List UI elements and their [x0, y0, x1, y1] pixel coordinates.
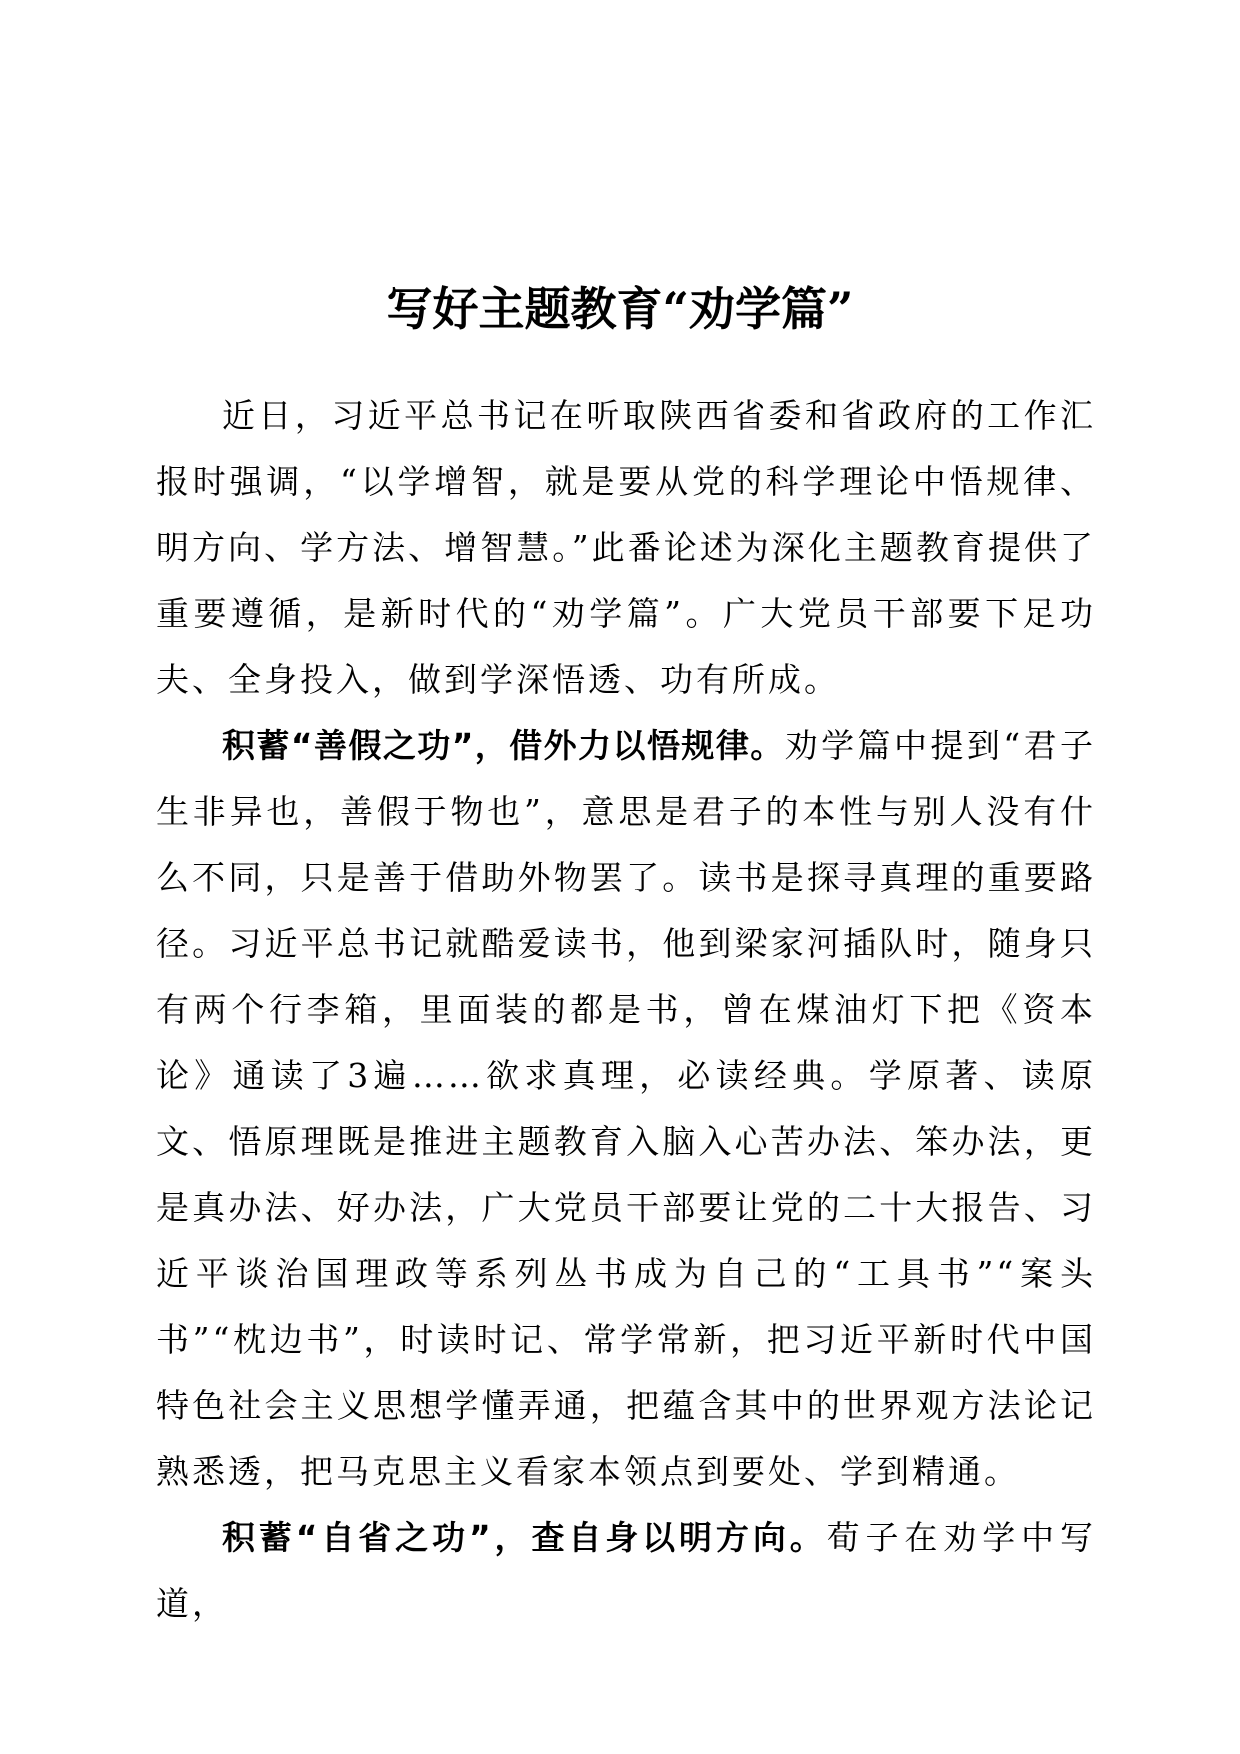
paragraph-text: 劝学篇中提到“君子生非异也，善假于物也”，意思是君子的本性与别人没有什么不同，只是善于借助外物罢了。读书是探寻真理的重要路径。习近平总书记就酷爱读书，他到梁家河插队时，随身只有两个行李箱，里面装的都是书，曾在煤油灯下把《资本论》通读了3遍……欲求真理，必读经典。学原著、读原文、悟原理既是推进主题教育入脑入心苦办法、笨办法，更是真办法、好办法，广大党员干部要让党的二十大报告、习近平谈治国理政等系列丛书成为自己的“工具书”“案头书”“枕边书”，时读时记、常学常新，把习近平新时代中国特色社会主义思想学懂弄通，把蕴含其中的世界观方法论记熟悉透，把马克思主义看家本领点到要处、学到精通。 [156, 726, 1096, 1491]
document-body [156, 383, 1096, 1637]
document-title: 写好主题教育“劝学篇” [386, 281, 854, 336]
paragraph-section-2 [156, 1505, 1096, 1637]
paragraph-lead: 积蓄“善假之功”，借外力以悟规律。 [222, 726, 785, 765]
paragraph-text: 近日，习近平总书记在听取陕西省委和省政府的工作汇报时强调，“以学增智，就是要从党的科学理论中悟规律、明方向、学方法、增智慧。”此番论述为深化主题教育提供了重要遵循，是新时代的“劝学篇”。广大党员干部要下足功夫、全身投入，做到学深悟透、功有所成。 [156, 396, 1096, 699]
paragraph-intro [156, 383, 1096, 713]
paragraph-text: 荀子在劝学中写道， [156, 1518, 1097, 1623]
paragraph-section-1 [156, 713, 1096, 1505]
paragraph-lead: 积蓄“自省之功”，查自身以明方向。 [222, 1518, 827, 1557]
